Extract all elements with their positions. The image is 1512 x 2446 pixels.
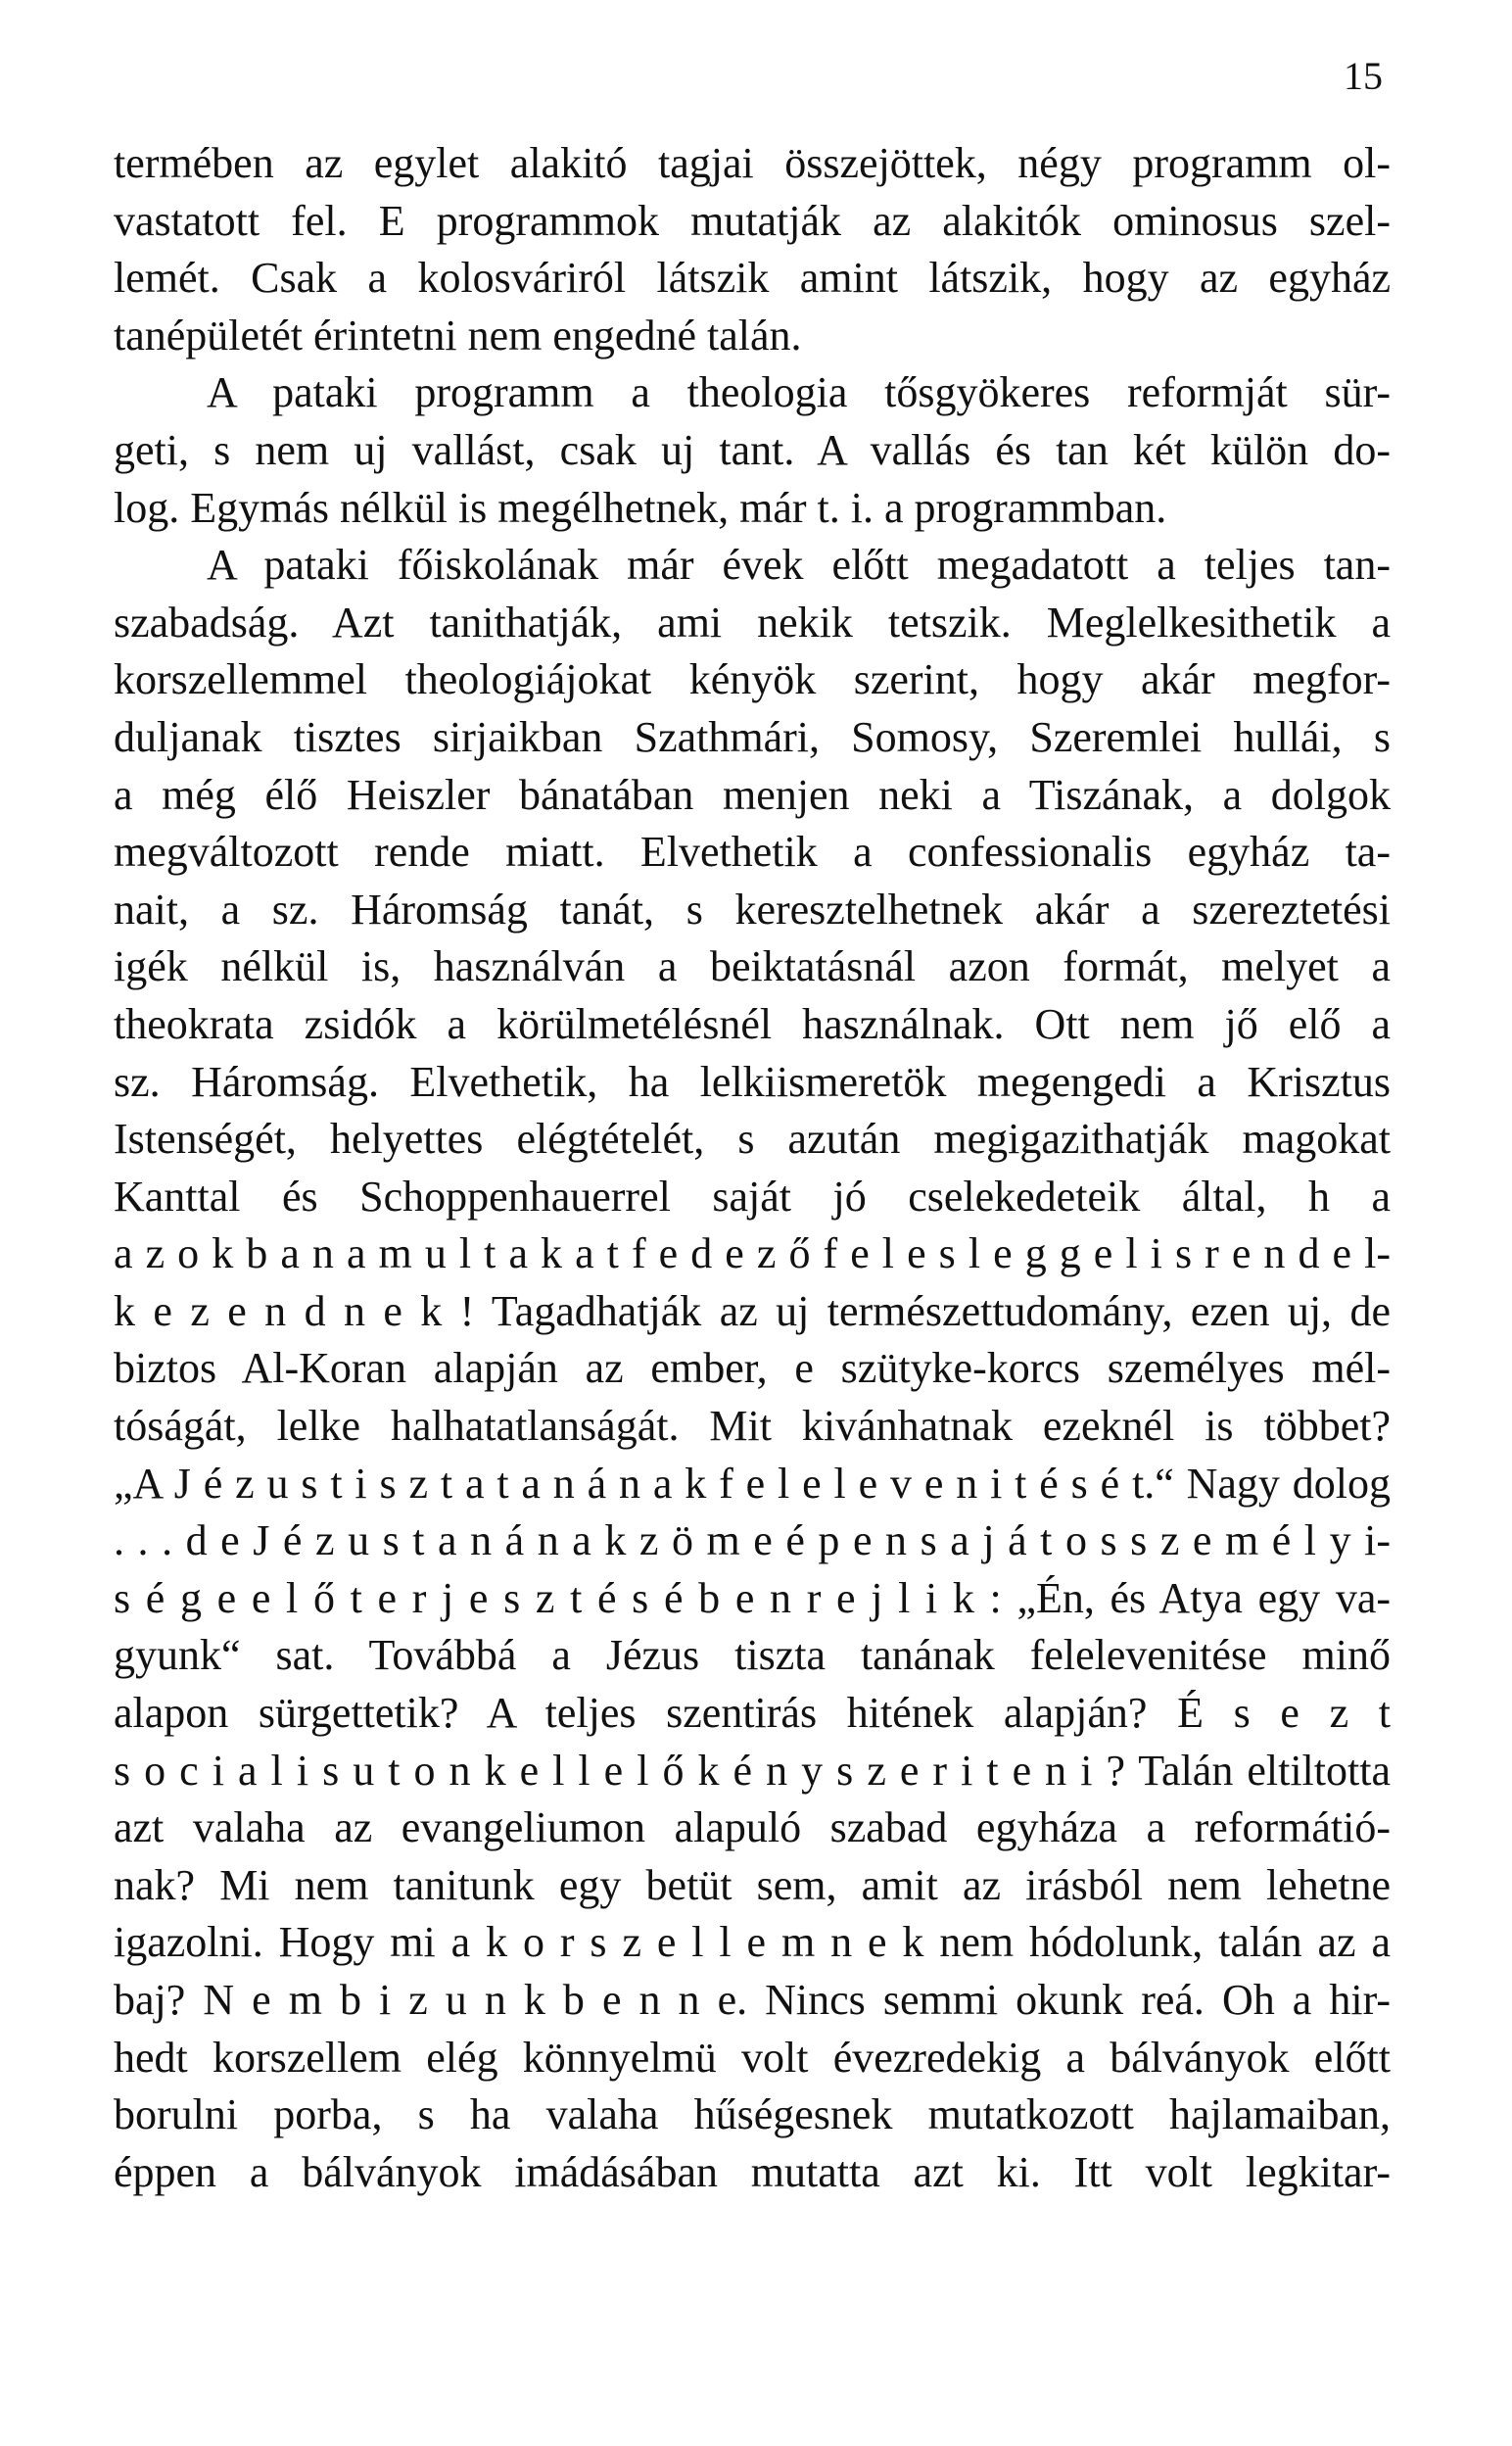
text-line: baj? N e m b i z u n k b e n n e. Nincs semmi okunk reá. Oh a hir- [114,1976,1391,2024]
text-line: gyunk“ sat. Továbbá a Jézus tiszta tanának felelevenitése minő [114,1631,1391,1680]
text-line: alapon sürgettetik? A teljes szentirás hitének alapján? É s e z t [114,1689,1391,1738]
text-line: nait, a sz. Háromság tanát, s keresztelhetnek akár a szereztetési [114,885,1391,934]
text-line: geti, s nem uj vallást, csak uj tant. A vallás és tan két külön do- [114,425,1391,474]
text-line: megváltozott rende miatt. Elvethetik a confessionalis egyház ta- [114,828,1391,877]
text-line: s o c i a l i s u t o n k e l l e l ő k é n y s z e r i t e n i ? Talán eltiltotta [114,1746,1391,1795]
page-number: 15 [1344,54,1383,98]
text-line: azt valaha az evangeliumon alapuló szabad egyháza a reformátió- [114,1803,1391,1852]
text-line: tanépületét érintetni nem engedné talán. [114,311,802,360]
text-line: Kanttal és Schoppenhauerrel saját jó cselekedeteik által, h a [114,1172,1391,1221]
text-line: theokrata zsidók a körülmetélésnél használnak. Ott nem jő elő a [114,999,1391,1048]
text-line: lemét. Csak a kolosváriról látszik amint látszik, hogy az egyház [114,254,1391,303]
text-line: éppen a bálványok imádásában mutatta azt ki. Itt volt legkitar- [114,2147,1391,2196]
text-line: igék nélkül is, használván a beiktatásnál azon formát, melyet a [114,942,1391,991]
text-line: Istenségét, helyettes elégtételét, s azután megigazithatják magokat [114,1115,1391,1164]
text-line: vastatott fel. E programmok mutatják az alakitók ominosus szel- [114,196,1391,245]
text-line: a z o k b a n a m u l t a k a t f e d e z ő f e l e s l e g g e l i s r e n d e l- [114,1229,1391,1278]
text-block [114,135,1391,2201]
text-line: . . . d e J é z u s t a n á n a k z ö m e é p e n s a j á t o s s z e m é l y i- [114,1516,1391,1565]
text-line: sz. Háromság. Elvethetik, ha lelkiismeretök megengedi a Krisztus [114,1057,1391,1106]
text-line: duljanak tisztes sirjaikban Szathmári, Somosy, Szeremlei hullái, s [114,712,1391,761]
text-line: biztos Al-Koran alapján az ember, e szütyke-korcs személyes mél- [114,1344,1391,1393]
text-line: borulni porba, s ha valaha hűségesnek mutatkozott hajlamaiban, [114,2090,1391,2139]
text-line: igazolni. Hogy mi a k o r s z e l l e m n e k nem hódolunk, talán az a [114,1918,1391,1967]
text-line: A pataki főiskolának már évek előtt megadatott a teljes tan- [207,541,1391,590]
text-line: termében az egylet alakitó tagjai összejöttek, négy programm ol- [114,139,1391,187]
text-line: k e z e n d n e k ! Tagadhatják az uj természettudomány, ezen uj, de [114,1286,1391,1335]
text-line: a még élő Heiszler bánatában menjen neki a Tiszának, a dolgok [114,770,1391,819]
text-line: „A J é z u s t i s z t a t a n á n a k f e l e l e v e n i t é s é t.“ Nagy dolog [114,1459,1391,1508]
text-line: hedt korszellem elég könnyelmü volt évezredekig a bálványok előtt [114,2033,1391,2082]
text-line: A pataki programm a theologia tősgyökeres reformját sür- [207,368,1391,417]
text-line: szabadság. Azt tanithatják, ami nekik tetszik. Meglelkesithetik a [114,598,1391,647]
text-line: nak? Mi nem tanitunk egy betüt sem, amit az irásból nem lehetne [114,1860,1391,1909]
text-line: s é g e e l ő t e r j e s z t é s é b e n r e j l i k : „Én, és Atya egy va- [114,1573,1391,1622]
text-line: log. Egymás nélkül is megélhetnek, már t. i. a programmban. [114,483,1167,532]
text-line: korszellemmel theologiájokat kényök szerint, hogy akár megfor- [114,655,1391,704]
text-line: tóságát, lelke halhatatlanságát. Mit kivánhatnak ezeknél is többet? [114,1402,1391,1451]
